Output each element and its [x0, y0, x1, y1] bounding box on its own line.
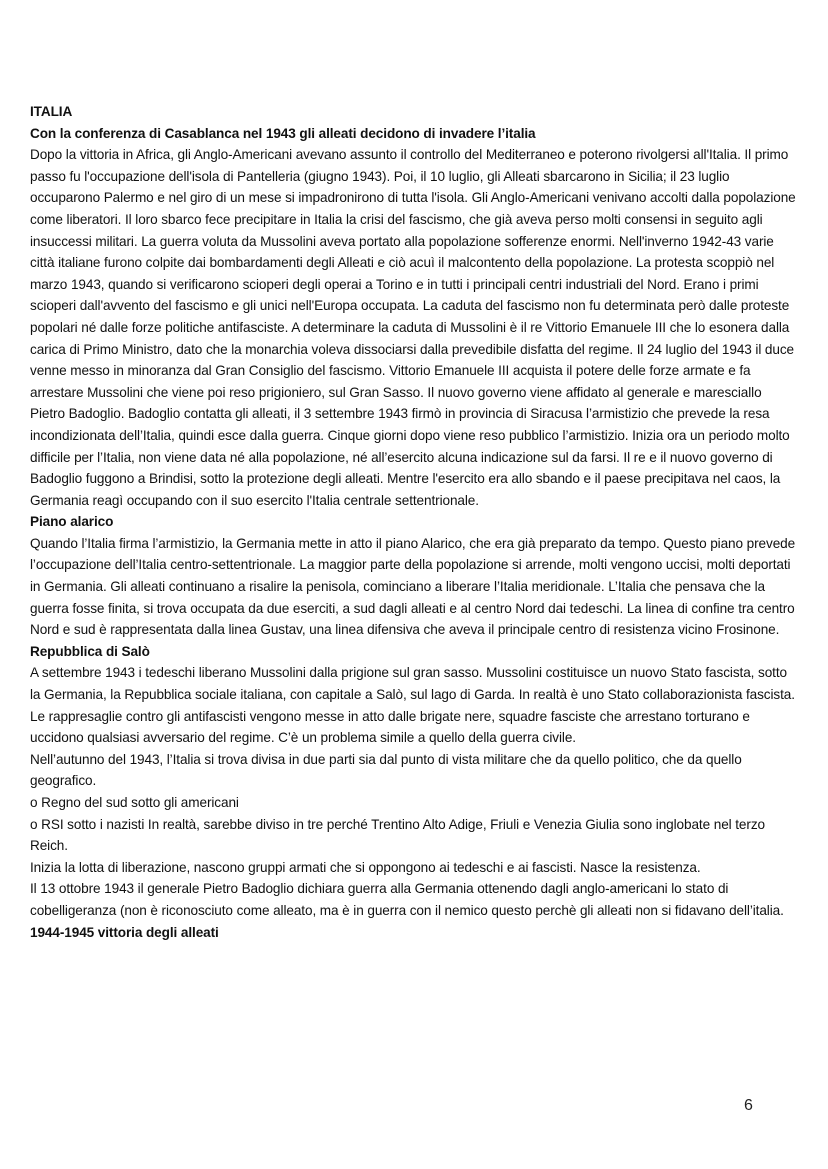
salo-paragraph: A settembre 1943 i tedeschi liberano Mussolini dalla prigione sul gran sasso. Mussolini costituisce un nuovo Stato fascista, sotto la Germania, la Repubblica sociale italiana, con capitale a Salò, sul lago di Garda. In realtà è uno Stato collaborazionista fascista. — [30, 665, 795, 703]
salo-paragraph: Il 13 ottobre 1943 il generale Pietro Badoglio dichiara guerra alla Germania ottenendo dagli anglo-americani lo stato di cobelligeranza (non è riconosciuto come alleato, ma è in guerra con il nemico questo perchè gli alleati non si fidavano dell’italia. — [30, 881, 784, 918]
section-heading-victory: 1944-1945 vittoria degli alleati — [30, 924, 219, 940]
document-title: ITALIA — [30, 104, 73, 119]
intro-paragraph: Dopo la vittoria in Africa, gli Anglo-Americani avevano assunto il controllo del Mediterraneo e poterono rivolgersi all'Italia. Il primo passo fu l'occupazione dell'isola di Pantelleria (giugno 1943). Poi, il 10 luglio, gli Alleati sbarcarono in Sicilia; il 23 luglio occuparono Palermo e nel giro di un mese si impadronirono di tutta l'isola. Gli Anglo-Americani venivano accolti dalla popolazione come liberatori. Il loro sbarco fece precipitare in Italia la crisi del fascismo, che già aveva perso molti consensi in seguito agli insuccessi militari. La guerra voluta da Mussolini aveva portato alla popolazione sofferenze enormi. Nell'inverno 1942-43 varie città italiane furono colpite dai bombardamenti degli Alleati e ciò acuì il malcontento della popolazione. La protesta scoppiò nel marzo 1943, quando si verificarono scioperi degli operai a Torino e in tutti i principali centri industriali del Nord. Erano i primi scioperi dall'avvento del fascismo e gli unici nell'Europa occupata. La caduta del fascismo non fu determinata però dalle proteste popolari né dalle forze politiche antifasciste. A determinare la caduta di Mussolini è il re Vittorio Emanuele III che lo esonera dalla carica di Primo Ministro, dato che la monarchia voleva dissociarsi dalla prevedibile disfatta del regime. Il 24 luglio del 1943 il duce venne messo in minoranza dal Gran Consiglio del fascismo. Vittorio Emanuele III acquista il potere delle forze armate e fa arrestare Mussolini che viene poi reso prigioniero, sul Gran Sasso. Il nuovo governo viene affidato al generale e maresciallo Pietro Badoglio. Badoglio contatta gli alleati, il 3 settembre 1943 firmò in provincia di Siracusa l’armistizio che prevede la resa incondizionata dell’Italia, quindi esce dalla guerra. Cinque giorni dopo viene reso pubblico l’armistizio. Inizia ora un periodo molto difficile per l’Italia, non viene data né alla popolazione, né all’esercito alcuna indicazione sul da farsi. Il re e il nuovo governo di Badoglio fuggono a Brindisi, sotto la protezione degli alleati. Mentre l'esercito era allo sbando e il paese precipitava nel caos, la Germania reagì occupando con il suo esercito l'Italia centrale settentrionale. — [30, 147, 796, 508]
list-item: o RSI sotto i nazisti In realtà, sarebbe diviso in tre perché Trentino Alto Adige, Friuli e Venezia Giulia sono inglobate nel terzo Reich. — [30, 816, 765, 854]
alarico-paragraph: Quando l’Italia firma l’armistizio, la Germania mette in atto il piano Alarico, che era già preparato da tempo. Questo piano prevede l’occupazione dell’Italia centro-settentrionale. La maggior parte della popolazione si arrende, molti vengono uccisi, molti deportati in Germania. Gli alleati continuano a risalire la penisola, cominciano a liberare l’Italia meridionale. L’Italia che pensava che la guerra fosse finita, si trova occupata da due eserciti, a sud dagli alleati e al centro Nord dai tedeschi. La linea di confine tra centro Nord e sud è rappresentata dalla linea Gustav, una linea difensiva che aveva il principale centro di resistenza vicino Frosinone. — [30, 535, 796, 638]
document-subtitle: Con la conferenza di Casablanca nel 1943 gli alleati decidono di invadere l’italia — [30, 125, 536, 141]
salo-paragraph: Inizia la lotta di liberazione, nascono gruppi armati che si oppongono ai tedeschi e ai fascisti. Nasce la resistenza. — [30, 859, 701, 875]
section-heading-salo: Repubblica di Salò — [30, 643, 150, 659]
page-number: 6 — [744, 1097, 753, 1114]
salo-paragraph: Le rappresaglie contro gli antifascisti vengono messe in atto dalle brigate nere, squadre fasciste che arrestano torturano e uccidono qualsiasi avversario del regime. C’è un problema simile a quello della guerra civile. — [30, 708, 750, 746]
document-body — [30, 101, 800, 943]
section-heading-alarico: Piano alarico — [30, 514, 114, 530]
list-item: o Regno del sud sotto gli americani — [30, 795, 239, 810]
salo-paragraph: Nell’autunno del 1943, l’Italia si trova divisa in due parti sia dal punto di vista militare che da quello politico, che da quello geografico. — [30, 751, 742, 789]
